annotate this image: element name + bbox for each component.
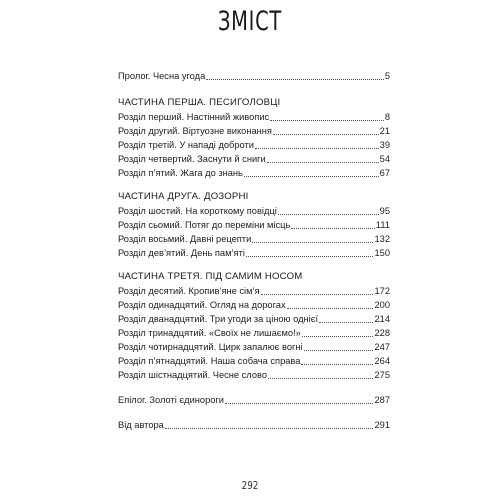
dot-leader [165, 427, 374, 429]
entry-page: 21 [379, 126, 390, 136]
dot-leader [206, 78, 384, 80]
entry-page: 200 [374, 300, 390, 310]
dot-leader [302, 335, 374, 337]
entry-title: Розділ п’ятий. Жага до знань [118, 168, 243, 178]
toc-entry-epilog[interactable] [118, 393, 390, 407]
entry-title: Розділ дванадцятий. Три угоди за ціною однієї [118, 314, 319, 324]
entry-page: 214 [374, 314, 390, 324]
toc-entry[interactable] [118, 340, 390, 354]
entry-title: Розділ шістнадцятий. Чесне слово [118, 370, 267, 380]
part-title: ЧАСТИНА ТРЕТЯ. ПІД САМИМ НОСОМ [118, 271, 303, 282]
toc-entry-prolog[interactable] [118, 69, 390, 83]
dot-leader [287, 307, 374, 309]
entry-title: Розділ четвертий. Заснути й сниги [118, 154, 266, 164]
entry-page: 228 [374, 328, 390, 338]
dot-leader [225, 402, 373, 404]
entry-page: 67 [379, 168, 390, 178]
toc-entry[interactable] [118, 152, 390, 166]
dot-leader [246, 255, 374, 257]
entry-title: Розділ дев’ятий. День пам’яті [118, 248, 245, 258]
entry-title: Розділ тринадцятий. «Своїх не лишаємо!» [118, 328, 301, 338]
entry-page: 111 [375, 220, 390, 230]
dot-leader [244, 175, 379, 177]
toc-entry[interactable] [118, 124, 390, 138]
part-title: ЧАСТИНА ДРУГА. ДОЗОРНІ [118, 191, 249, 202]
dot-leader [319, 321, 373, 323]
entry-title: Розділ другий. Віртуозне виконання [118, 126, 272, 136]
toc-entry[interactable] [118, 110, 390, 124]
entry-title: Від автора [118, 420, 164, 430]
entry-title: Епілог. Золоті єдинороги [118, 395, 224, 405]
entry-page: 264 [374, 356, 390, 366]
dot-leader [261, 293, 374, 295]
dot-leader [255, 147, 379, 149]
entry-title: Розділ п’ятнадцятий. Наша собача справа [118, 356, 301, 366]
toc-entry[interactable] [118, 204, 390, 218]
page-number: 292 [241, 479, 259, 492]
entry-title: Розділ десятий. Кропив’яне сім’я [118, 286, 260, 296]
page-title: ЗМІСТ [217, 6, 283, 37]
entry-page: 39 [379, 140, 390, 150]
entry-page: 95 [379, 206, 390, 216]
entry-title: Розділ перший. Настінний живопис [118, 112, 270, 122]
dot-leader [268, 377, 373, 379]
entry-title: Розділ сьомий. Потяг до переміни місць [118, 220, 291, 230]
entry-title: Розділ третій. У нападі доброти [118, 140, 254, 150]
dot-leader [273, 133, 379, 135]
entry-title: Пролог. Чесна угода [118, 71, 206, 81]
dot-leader [252, 241, 373, 243]
entry-page: 132 [374, 234, 390, 244]
dot-leader [278, 213, 379, 215]
toc-entry[interactable] [118, 354, 390, 368]
entry-page: 8 [384, 112, 390, 122]
entry-page: 5 [384, 71, 390, 81]
toc-entry[interactable] [118, 246, 390, 260]
table-of-contents [118, 69, 390, 432]
entry-page: 150 [374, 248, 390, 258]
toc-entry[interactable] [118, 232, 390, 246]
dot-leader [270, 119, 384, 121]
part-title: ЧАСТИНА ПЕРША. ПЕСИГОЛОВЦІ [118, 97, 281, 108]
entry-page: 275 [374, 370, 390, 380]
entry-title: Розділ шостий. На короткому повідці [118, 206, 277, 216]
toc-entry[interactable] [118, 218, 390, 232]
toc-entry[interactable] [118, 284, 390, 298]
dot-leader [291, 227, 375, 229]
dot-leader [301, 363, 373, 365]
dot-leader [304, 349, 374, 351]
entry-title: Розділ чотирнадцятий. Цирк запалює вогні [118, 342, 303, 352]
entry-title: Розділ восьмий. Давні рецепти [118, 234, 252, 244]
toc-entry[interactable] [118, 138, 390, 152]
entry-page: 172 [374, 286, 390, 296]
entry-page: 291 [374, 420, 390, 430]
toc-entry[interactable] [118, 312, 390, 326]
dot-leader [267, 161, 379, 163]
toc-entry[interactable] [118, 298, 390, 312]
entry-page: 287 [374, 395, 390, 405]
toc-entry[interactable] [118, 368, 390, 382]
toc-entry-author[interactable] [118, 418, 390, 432]
entry-page: 247 [374, 342, 390, 352]
entry-title: Розділ одинадцятий. Огляд на дорогах [118, 300, 286, 310]
toc-entry[interactable] [118, 166, 390, 180]
toc-entry[interactable] [118, 326, 390, 340]
entry-page: 54 [379, 154, 390, 164]
